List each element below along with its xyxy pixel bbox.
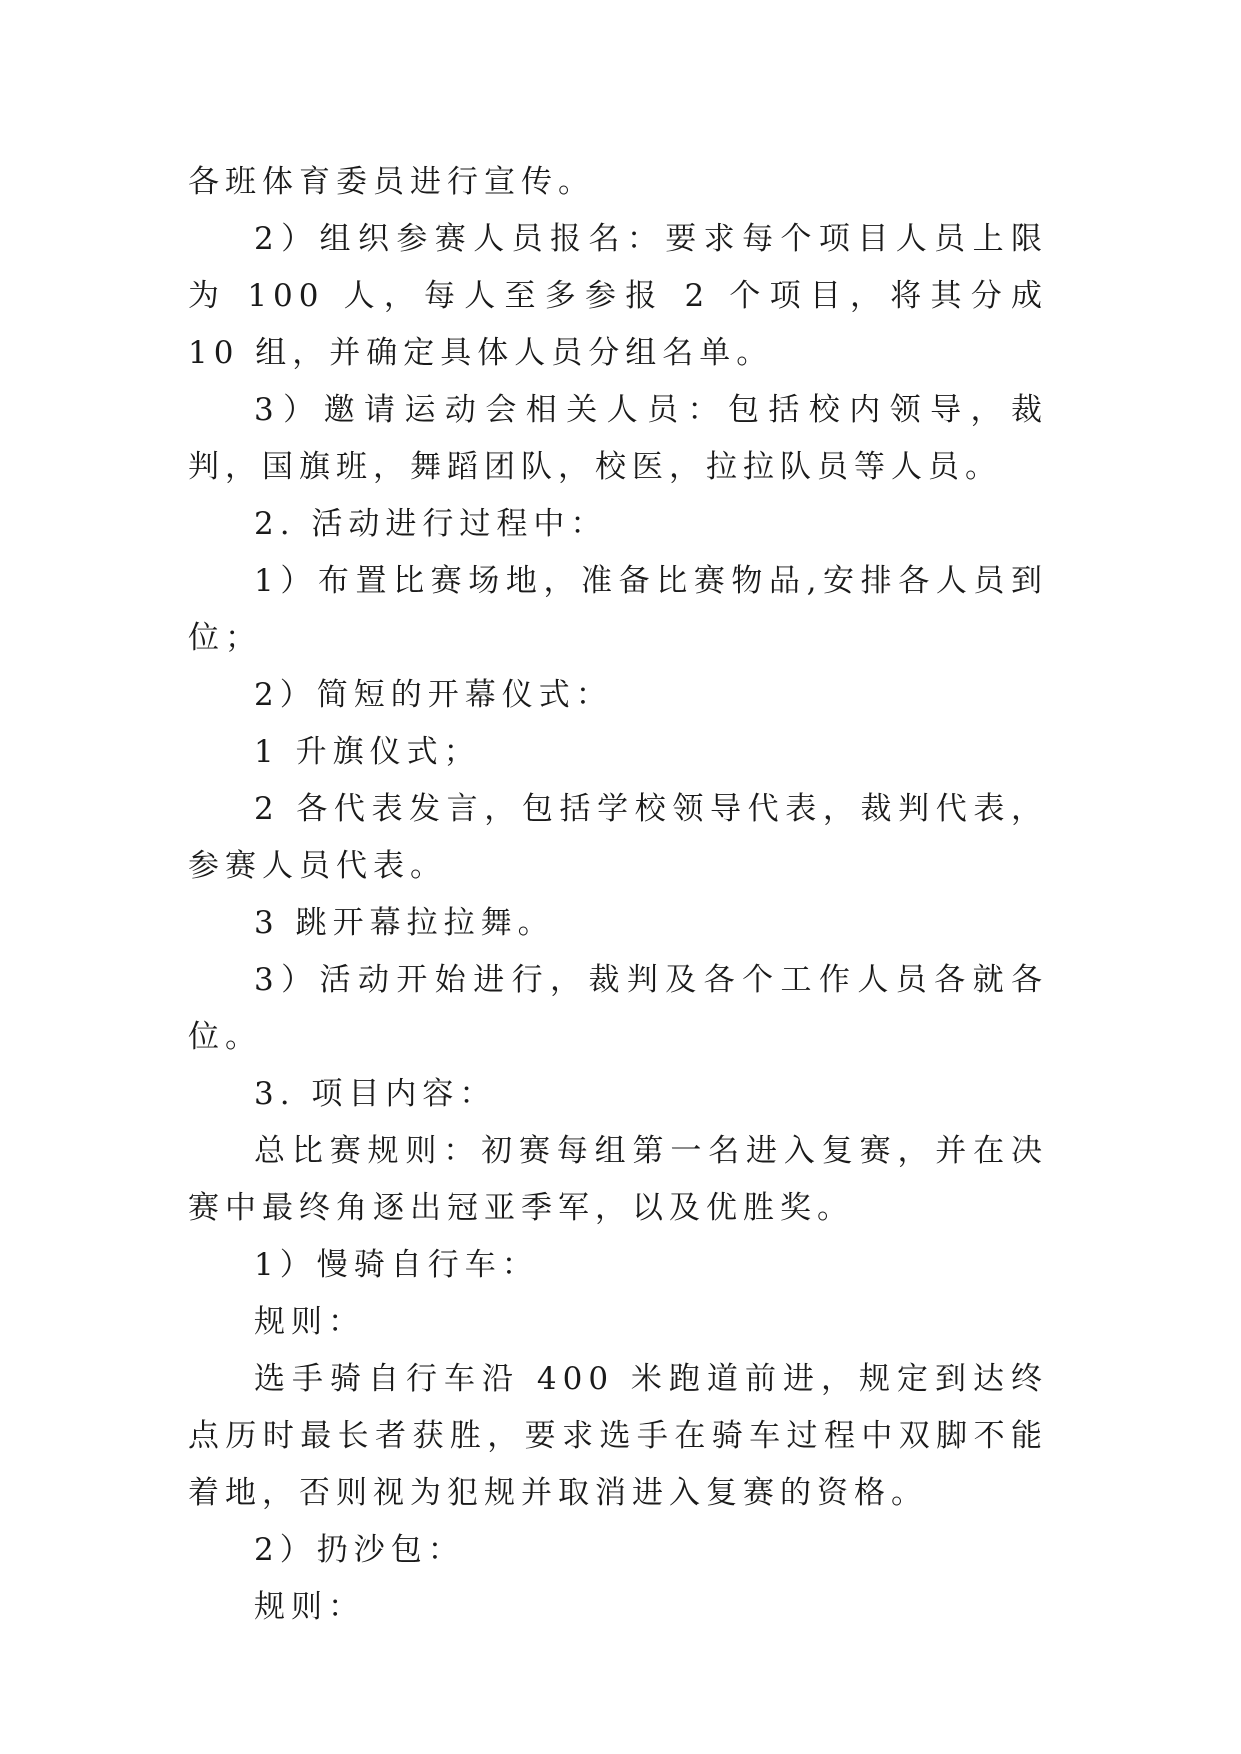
paragraph-7: 2 各代表发言，包括学校领导代表，裁判代表，参赛人员代表。: [188, 791, 1048, 884]
paragraph-13: 规则：: [254, 1304, 365, 1340]
paragraph-11: 总比赛规则：初赛每组第一名进入复赛，并在决赛中最终角逐出冠亚季军，以及优胜奖。: [188, 1133, 1048, 1226]
paragraph-6: 1 升旗仪式；: [254, 734, 481, 770]
paragraph-2: 3）邀请运动会相关人员：包括校内领导，裁判，国旗班，舞蹈团队，校医，拉拉队员等人员。: [188, 392, 1048, 485]
paragraph-5: 2）简短的开幕仪式：: [254, 677, 613, 713]
paragraph-1: 2）组织参赛人员报名：要求每个项目人员上限为 100 人，每人至多参报 2 个项目，将其分成 10 组，并确定具体人员分组名单。: [188, 221, 1048, 371]
paragraph-8: 3 跳开幕拉拉舞。: [254, 905, 555, 941]
paragraph-12: 1）慢骑自行车：: [254, 1247, 539, 1283]
paragraph-9: 3）活动开始进行，裁判及各个工作人员各就各位。: [188, 962, 1048, 1055]
paragraph-15: 2）扔沙包：: [254, 1532, 465, 1568]
paragraph-10: 3. 项目内容：: [254, 1076, 497, 1112]
document-body: [188, 154, 1048, 1636]
paragraph-16: 规则：: [254, 1589, 365, 1625]
paragraph-0: 各班体育委员进行宣传。: [188, 164, 595, 200]
paragraph-4: 1）布置比赛场地，准备比赛物品,安排各人员到位；: [188, 563, 1048, 656]
paragraph-14: 选手骑自行车沿 400 米跑道前进，规定到达终点历时最长者获胜，要求选手在骑车过程中双脚不能着地，否则视为犯规并取消进入复赛的资格。: [188, 1361, 1048, 1511]
paragraph-3: 2. 活动进行过程中：: [254, 506, 608, 542]
